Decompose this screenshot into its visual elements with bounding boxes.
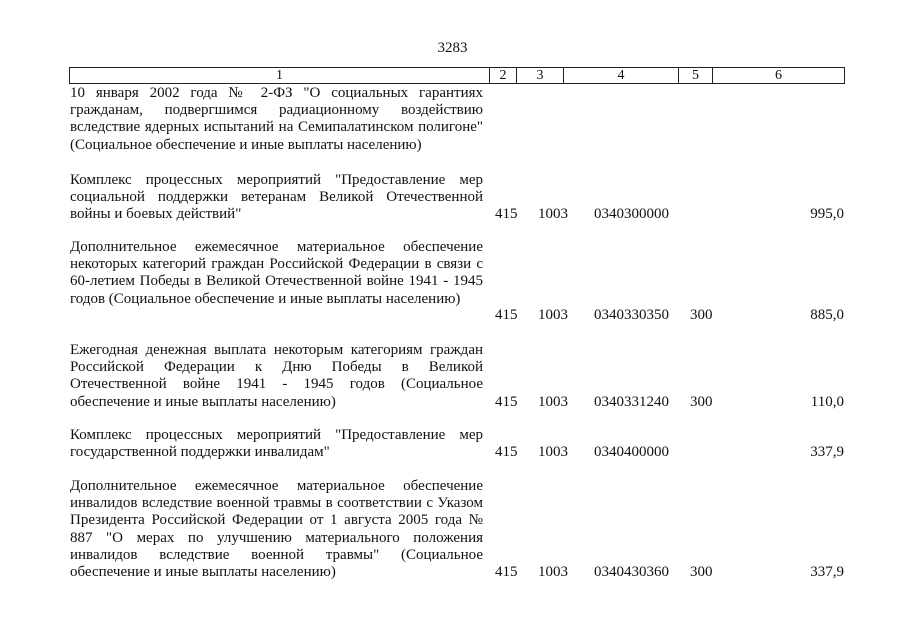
row-col-6: 885,0 <box>810 307 844 323</box>
row-col-2: 415 <box>495 206 518 222</box>
row-col-4: 0340331240 <box>594 394 669 410</box>
row-col-3: 1003 <box>538 564 568 580</box>
row-description: Ежегодная денежная выплата некоторым категориям граждан Российской Федерации к Дню Победы в Великой Отечественной войне 1941 - 1945 годов (Социальное обеспечение и иные выплаты населению) <box>70 342 483 410</box>
column-header-2: 2 <box>490 68 517 83</box>
row-col-6: 337,9 <box>810 444 844 460</box>
row-col-2: 415 <box>495 307 518 323</box>
row-col-3: 1003 <box>538 307 568 323</box>
page-number: 3283 <box>437 40 468 56</box>
row-col-4: 0340300000 <box>594 206 669 222</box>
row-col-5: 300 <box>690 564 713 580</box>
column-header-4: 4 <box>564 68 679 83</box>
row-col-2: 415 <box>495 564 518 580</box>
row-col-4: 0340430360 <box>594 564 669 580</box>
row-col-3: 1003 <box>538 444 568 460</box>
column-header-6: 6 <box>775 68 782 83</box>
row-description: Комплекс процессных мероприятий "Предоставление мер социальной поддержки ветеранам Великой Отечественной войны и боевых действий" <box>70 172 483 223</box>
column-header-3: 3 <box>517 68 564 83</box>
row-col-2: 415 <box>495 444 518 460</box>
column-header-1: 1 <box>70 68 490 83</box>
row-description: Комплекс процессных мероприятий "Предоставление мер государственной поддержки инвалидам" <box>70 427 483 461</box>
column-header-5: 5 <box>679 68 713 83</box>
row-col-6: 110,0 <box>810 394 844 410</box>
row-col-4: 0340400000 <box>594 444 669 460</box>
row-col-6: 337,9 <box>810 564 844 580</box>
row-col-6: 995,0 <box>810 206 844 222</box>
row-description: Дополнительное ежемесячное материальное обеспечение некоторых категорий граждан Российской Федерации в связи с 60-летием Победы в Великой Отечественной войне 1941 - 1945 годов (Социальное обеспечение и иные выплаты населению) <box>70 239 483 307</box>
row-description: Дополнительное ежемесячное материальное обеспечение инвалидов вследствие военной травмы в соответствии с Указом Президента Российской Федерации от 1 августа 2005 года № 887 "О мерах по улучшению материального положения инвалидов вследствие военной травмы" (Социальное обеспечение и иные выплаты населению) <box>70 478 483 581</box>
table-header <box>69 67 845 84</box>
row-col-3: 1003 <box>538 206 568 222</box>
row-col-2: 415 <box>495 394 518 410</box>
row-col-5: 300 <box>690 394 713 410</box>
row-col-3: 1003 <box>538 394 568 410</box>
row-description: 10 января 2002 года № 2-ФЗ "О социальных гарантиях гражданам, подвергшимся радиационному воздействию вследствие ядерных испытаний на Семипалатинском полигоне" (Социальное обеспечение и иные выплаты населению) <box>70 85 483 153</box>
row-col-5: 300 <box>690 307 713 323</box>
row-col-4: 0340330350 <box>594 307 669 323</box>
